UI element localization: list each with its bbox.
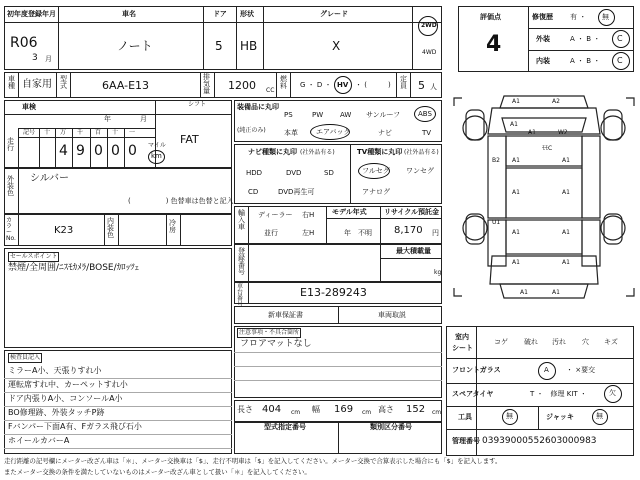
reg-month: 3 — [32, 53, 38, 63]
manage-label: 管理番号 — [452, 437, 480, 445]
repair-sel: 無 — [602, 13, 609, 21]
displacement-value: 1200 — [228, 79, 256, 92]
capacity-label: 定員 — [400, 75, 407, 90]
inspection-year: 年 — [104, 115, 111, 123]
category-label: 車種 — [8, 75, 15, 90]
score-label: 評価点 — [480, 13, 501, 21]
fuel-label: 燃料 — [280, 75, 287, 90]
tv-fullseg: フルセグ — [362, 167, 390, 175]
navi-dvd-play: DVD再生可 — [278, 188, 315, 196]
dmg-a1-rq: A1 — [562, 229, 570, 236]
mile-unit: マイル — [148, 142, 166, 149]
capacity-unit: 人 — [430, 83, 437, 91]
score-value: 4 — [486, 32, 502, 57]
dmg-a1-lq: A1 — [512, 229, 520, 236]
inspector-note: Fバンパー下面A有、Fガラス飛び石小 — [8, 422, 142, 431]
int-label: 内装 — [536, 57, 550, 65]
import-parallel: 並行 — [264, 229, 278, 237]
navi-dvd: DVD — [286, 169, 302, 177]
import-label: 輸入車 — [238, 209, 245, 231]
car-damage-diagram — [452, 88, 636, 322]
spare-sel: 欠 — [609, 389, 616, 397]
capacity-value: 5 — [418, 79, 425, 92]
type-label: 型式指定番号 — [264, 423, 306, 431]
glass-rest: ・ ×要交 — [566, 366, 596, 374]
reg-no-label: 登録番号 — [238, 247, 245, 276]
exterior-label: 外装色 — [7, 175, 14, 197]
inspector-note: ホイールカバーA — [8, 436, 70, 445]
equipment-subtitle: (純正のみ) — [237, 127, 266, 134]
width-cm: cm — [362, 409, 372, 416]
jack-sel: 無 — [596, 412, 603, 420]
spare-label: スペアタイヤ — [452, 390, 494, 398]
equip-aw: AW — [340, 111, 352, 119]
max-load-label: 最大積載量 — [396, 247, 431, 255]
km-unit: km — [151, 152, 162, 160]
tools-label: 工具 — [458, 413, 472, 421]
footer-line-1: 走行距離の記号欄にメーター改ざん車は「＊」、メーター交換車は「$」、走行不明車は「$」を記入してください。メーター交換で合算表示した場合にも「$」を記入します。 — [4, 457, 502, 465]
model-value: 6AA-E13 — [102, 79, 150, 92]
dmg-a1-hood: A1 — [528, 129, 536, 136]
room-dirt: 汚れ — [552, 338, 566, 346]
drive-2wd: 2WD — [421, 22, 437, 29]
first-reg-label: 初年度登録年月 — [7, 10, 56, 18]
reg-year: R06 — [10, 35, 38, 51]
class-label: 類別区分番号 — [370, 423, 412, 431]
equip-abs: ABS — [418, 110, 432, 118]
tv-oneseg: ワンセグ — [406, 167, 434, 175]
shape-label: 形状 — [240, 10, 254, 18]
dmg-u1-left: U1 — [492, 219, 501, 226]
tv-sub: (社外品有る) — [404, 149, 439, 156]
shift-label: シフト — [188, 101, 207, 108]
sales-text: 禁煙/全周囲/ﾆｽﾓｶﾒﾗ/BOSE/ｶﾛｯﾂｪ — [8, 263, 140, 273]
inspector-note: BO修理跡、外装タッチP跡 — [8, 408, 105, 417]
mileage-digit: 0 — [128, 143, 137, 159]
length-value: 404 — [262, 404, 282, 415]
int-sel: C — [617, 56, 623, 65]
equip-ps: PS — [284, 111, 293, 119]
dmg-a1-right-rear: A1 — [562, 189, 570, 196]
import-dealer: ディーラー — [258, 211, 293, 219]
exterior-color: シルバー — [30, 173, 70, 184]
displacement-label: 排気量 — [203, 73, 210, 95]
aircon-label: 冷房 — [169, 219, 176, 234]
length-cm: cm — [291, 409, 301, 416]
car-name-label: 車名 — [122, 10, 136, 18]
new-warranty: 新車保証書 — [268, 311, 303, 319]
doors-label: ドア — [213, 10, 227, 18]
footer-line-2: またメーター交換の条件を満たしていないものはメーター改ざん車として扱い「＊」を記入してください。 — [4, 468, 311, 476]
reg-month-unit: 月 — [45, 55, 52, 63]
mileage-digit: 9 — [76, 143, 85, 159]
equipment-title: 装備品に丸印 — [237, 103, 279, 111]
tv-title: TV種類に丸印 — [357, 148, 403, 156]
model-year-value: 年 不明 — [344, 229, 372, 237]
digit-col-label: 百 — [95, 129, 102, 136]
inspector-note: ドア内張りA小、コンソールA小 — [8, 394, 123, 403]
mileage-digit: 4 — [59, 143, 68, 159]
digit-col-label: 千 — [77, 129, 84, 136]
recycle-label: リサイクル預託金 — [384, 208, 440, 216]
inspector-note: 運転席すれ中、カーペットすれ小 — [8, 380, 128, 389]
height-value: 152 — [406, 404, 426, 415]
color-no-value: K23 — [54, 225, 74, 236]
shape-value: HB — [240, 39, 258, 53]
ext-label: 外装 — [536, 35, 550, 43]
chassis-label: 車台番号 — [237, 283, 244, 308]
equip-tv: TV — [422, 129, 432, 137]
kg-unit: kg — [434, 269, 442, 276]
ext-opts: A ・ B ・ — [570, 35, 601, 43]
dmg-a1-right-door: A1 — [562, 157, 570, 164]
manage-value: 03939000552603000983 — [482, 436, 597, 446]
recycle-value: 8,170 — [394, 225, 423, 236]
dmg-a1-trunk-r: A1 — [562, 259, 570, 266]
category-value: 自家用 — [22, 79, 52, 90]
model-year-label: モデル年式 — [332, 208, 367, 216]
dmg-w2-hood: W2 — [558, 129, 568, 136]
glass-sel: A — [544, 366, 549, 374]
digit-col-label: 記号 — [23, 129, 36, 136]
spare-opts: T ・ 修理 KIT ・ — [530, 390, 587, 398]
navi-sd: SD — [324, 169, 334, 177]
import-left: 左H — [302, 229, 315, 237]
dmg-a1-trunk-l: A1 — [512, 259, 520, 266]
grade-label: グレード — [320, 10, 348, 18]
vehicle-manual: 車両取説 — [378, 311, 406, 319]
inspector-note: ミラーA小、天張りすれ小 — [8, 366, 102, 375]
repair-label: 修復歴 — [532, 13, 553, 21]
digit-col-label: 十 — [44, 129, 51, 136]
car-name-value: ノート — [117, 39, 153, 53]
inspector-label: 検査員記入 — [10, 354, 41, 361]
cc-unit: CC — [266, 87, 275, 94]
chassis-value: E13-289243 — [300, 286, 367, 299]
navi-cd: CD — [248, 188, 259, 196]
length-label: 長さ — [237, 405, 253, 414]
dmg-a1-rear-l: A1 — [520, 289, 528, 296]
mileage-digit: 0 — [94, 143, 103, 159]
mileage-digit: 0 — [111, 143, 120, 159]
width-value: 169 — [334, 404, 354, 415]
equip-pw: PW — [312, 111, 324, 119]
navi-hdd: HDD — [246, 169, 263, 177]
int-opts: A ・ B ・ — [570, 57, 601, 65]
room-label-2: シート — [452, 344, 473, 352]
tools-sel: 無 — [506, 412, 513, 420]
width-label: 幅 — [312, 405, 320, 414]
tv-analog: アナログ — [362, 188, 390, 196]
sales-label: セールスポイント — [10, 253, 58, 260]
digit-col-label: 一 — [129, 129, 136, 136]
height-cm: cm — [432, 409, 442, 416]
height-label: 高さ — [378, 405, 394, 414]
inspection-month: 月 — [140, 115, 147, 123]
digit-col-label: 万 — [60, 129, 67, 136]
dmg-roof-mark: ﾓﾓC — [542, 145, 553, 152]
dmg-a1-bumper: A1 — [510, 121, 518, 128]
room-label-1: 室内 — [455, 333, 469, 341]
equip-leather: 本革 — [284, 129, 298, 137]
navi-title: ナビ種類に丸印 — [248, 148, 297, 156]
fuel-hv: HV — [337, 81, 349, 89]
repair-opts: 有 ・ — [570, 13, 587, 21]
interior-label: 内装色 — [107, 217, 114, 239]
equip-navi: ナビ — [378, 129, 392, 137]
dmg-a1-rear-r: A1 — [552, 289, 560, 296]
equip-sunroof: サンルーフ — [366, 111, 401, 119]
dmg-a1-front: A1 — [512, 98, 520, 105]
digit-col-label: 十 — [112, 129, 119, 136]
fuel-other: ・ ( ) — [355, 81, 391, 89]
model-label: 型式 — [60, 75, 67, 90]
travel-label: 走行 — [7, 137, 14, 152]
room-burn: コゲ — [494, 338, 508, 346]
color-no-label: カラーNo. — [6, 217, 16, 242]
jack-label: ジャッキ — [546, 413, 574, 421]
doors-value: 5 — [215, 39, 223, 53]
dmg-a2-front: A2 — [552, 98, 560, 105]
shift-value: FAT — [180, 133, 199, 146]
caution-label: 注意事項・不具合箇所 — [239, 329, 300, 336]
glass-label: フロントガラス — [452, 366, 501, 374]
import-right: 右H — [302, 211, 315, 219]
dmg-a1-left-rear: A1 — [512, 189, 520, 196]
grade-value: X — [332, 39, 341, 53]
exterior-note: ( ) 色替車は色替と記入 — [128, 197, 234, 205]
ext-sel: C — [617, 34, 623, 43]
dmg-b2-left: B2 — [492, 157, 500, 164]
room-hole: 穴 — [582, 338, 589, 346]
drive-4wd: 4WD — [422, 49, 437, 56]
recycle-yen: 円 — [432, 229, 439, 237]
room-tear: 破れ — [524, 338, 538, 346]
room-scratch: キズ — [604, 338, 618, 346]
fuel-options: G ・ D ・ — [300, 81, 332, 89]
equip-airbag: エアバック — [316, 128, 351, 136]
caution-text: フロアマットなし — [240, 339, 312, 349]
inspection-label: 車検 — [22, 103, 36, 111]
navi-sub: (社外品有る) — [300, 149, 335, 156]
dmg-a1-left-door: A1 — [512, 157, 520, 164]
